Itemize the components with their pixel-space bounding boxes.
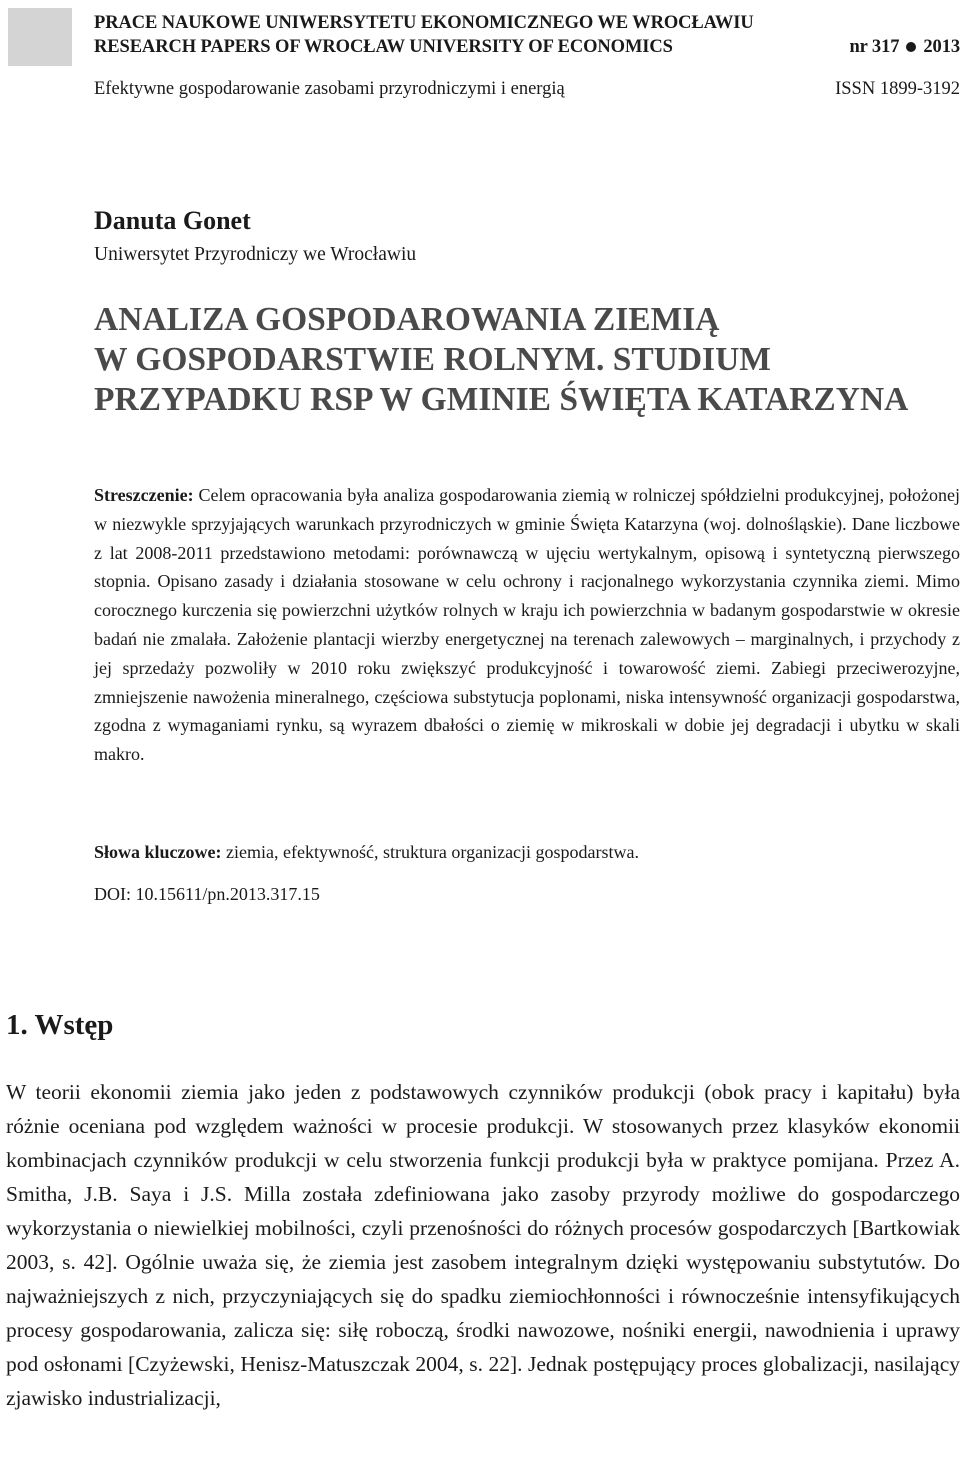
issue-number: nr 317: [849, 37, 900, 57]
series-title-en-row: [94, 35, 960, 59]
author-name: Danuta Gonet: [94, 206, 251, 235]
issn: ISSN 1899-3192: [835, 79, 960, 99]
keywords-text: ziemia, efektywność, struktura organizacji gospodarstwa.: [226, 842, 640, 862]
keywords: [94, 838, 960, 866]
article-title: [94, 300, 960, 420]
volume-title: Efektywne gospodarowanie zasobami przyrodniczymi i energią: [94, 79, 565, 99]
keywords-label: Słowa kluczowe:: [94, 842, 222, 862]
body-paragraph: W teorii ekonomii ziemia jako jeden z podstawowych czynników produkcji (obok pracy i kapitału) była różnie oceniana pod względem ważności w procesie produkcji. W stosowanych przez klasyków ekonomii kombinacjach czynników produkcji w celu stworzenia funkcji produkcji była w praktyce pomijana. Przez A. Smitha, J.B. Saya i J.S. Milla została zdefiniowana jako zasoby przyrody możliwe do gospodarczego wykorzystania o niewielkiej mobilności, czyli przenośności do różnych procesów gospodarczych [Bartkowiak 2003, s. 42]. Ogólnie uważa się, że ziemia jest zasobem integralnym dzięki występowaniu substytutów. Do najważniejszych z nich, przyczyniających się do spadku ziemiochłonności i równocześnie intensyfikujących procesy gospodarowania, zalicza się: siłę roboczą, środki nawozowe, nośniki energii, nawodnienia i uprawy pod osłonami [Czyżewski, Henisz-Matuszczak 2004, s. 22]. Jednak postępujący proces globalizacji, nasilający zjawisko industrializacji,: [6, 1080, 960, 1410]
series-title-en: RESEARCH PAPERS OF WROCŁAW UNIVERSITY OF ECONOMICS: [94, 37, 673, 57]
series-title-pl: PRACE NAUKOWE UNIWERSYTETU EKONOMICZNEGO WE WROCŁAWIU: [94, 13, 754, 33]
volume-line: [94, 77, 960, 101]
article-title-text: ANALIZA GOSPODAROWANIA ZIEMIĄ W GOSPODARSTWIE ROLNYM. STUDIUM PRZYPADKU RSP W GMINIE ŚWIĘTA KATARZYNA: [94, 301, 909, 418]
bullet-icon: [906, 42, 916, 52]
journal-header: [94, 11, 960, 59]
issue-info: [849, 35, 960, 59]
issue-year: 2013: [923, 37, 960, 57]
doi: DOI: 10.15611/pn.2013.317.15: [94, 884, 320, 904]
author-affiliation: Uniwersytet Przyrodniczy we Wrocławiu: [94, 244, 417, 265]
header-decoration: [8, 8, 72, 66]
abstract-label: Streszczenie:: [94, 485, 194, 505]
abstract-text: Celem opracowania była analiza gospodarowania ziemią w rolniczej spółdzielni produkcyjnej, położonej w niezwykle sprzyjających warunkach przyrodniczych w gminie Święta Katarzyna (woj. dolnośląskie). Dane liczbowe z lat 2008-2011 przedstawiono metodami: porównawczą w ujęciu wertykalnym, opisową i syntetyczną pierwszego stopnia. Opisano zasady i działania stosowane w celu ochrony i racjonalnego wykorzystania czynnika ziemi. Mimo corocznego kurczenia się powierzchni użytków rolnych w kraju ich powierzchnia w badanym gospodarstwie w okresie badań nie zmalała. Założenie plantacji wierzby energetycznej na terenach zalewowych – marginalnych, i przychody z jej sprzedaży pozwoliły w 2010 roku zwiększyć produkcyjność i towarowość ziemi. Zabiegi przeciwerozyjne, zmniejszenie nawożenia mineralnego, częściowa substytucja poplonami, niska intensywność organizacji gospodarstwa, zgodna z wymaganiami rynku, są wyrazem dbałości o ziemię w mikroskali w dobie jej degradacji i ubytku w skali makro.: [94, 485, 960, 765]
abstract: [94, 481, 960, 769]
section-heading: 1. Wstęp: [6, 1009, 114, 1041]
